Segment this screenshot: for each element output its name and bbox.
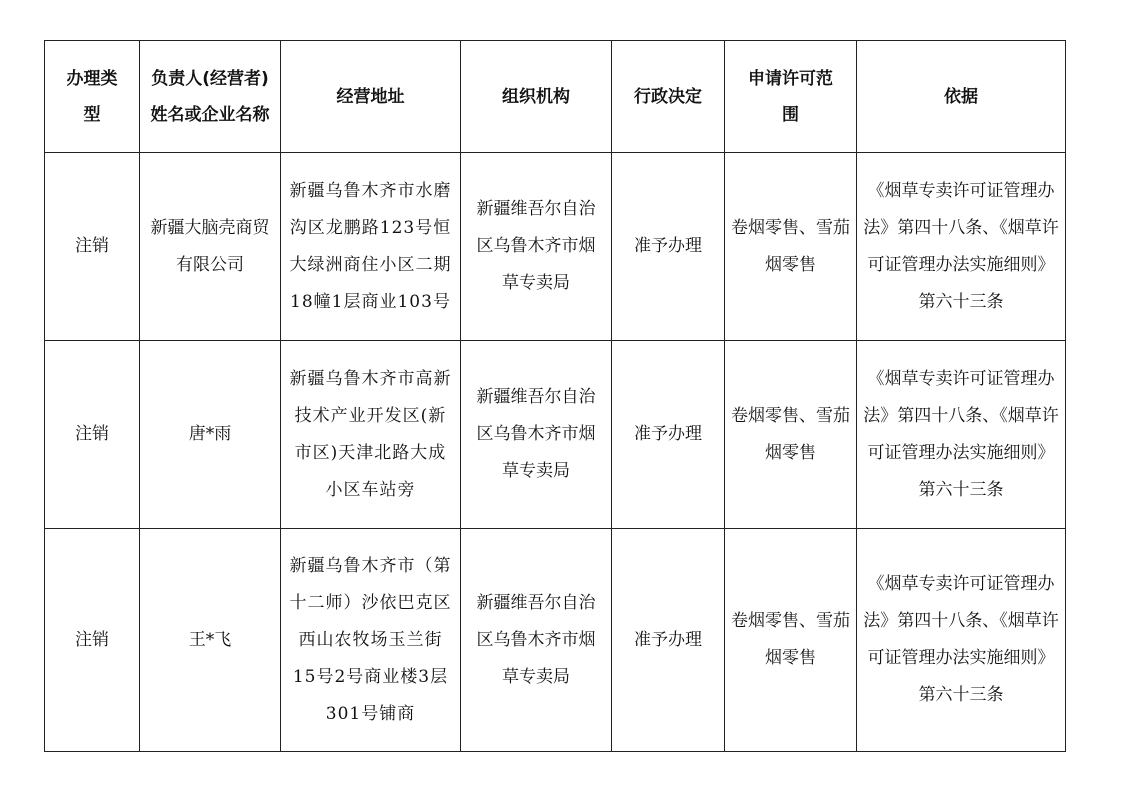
- cell-scope: 卷烟零售、雪茄烟零售: [725, 529, 857, 752]
- header-address: 经营地址: [281, 41, 461, 153]
- cell-scope: 卷烟零售、雪茄烟零售: [725, 341, 857, 529]
- cell-type: 注销: [45, 529, 140, 752]
- cell-name: 唐*雨: [140, 341, 281, 529]
- cell-type: 注销: [45, 153, 140, 341]
- cell-decision: 准予办理: [612, 529, 725, 752]
- table-row: [45, 153, 1066, 341]
- cell-decision: 准予办理: [612, 341, 725, 529]
- cell-address: 新疆乌鲁木齐市水磨沟区龙鹏路123号恒大绿洲商住小区二期18幢1层商业103号: [281, 153, 461, 341]
- header-basis: 依据: [857, 41, 1066, 153]
- cell-name: 王*飞: [140, 529, 281, 752]
- cell-basis: 《烟草专卖许可证管理办法》第四十八条、《烟草许可证管理办法实施细则》第六十三条: [857, 153, 1066, 341]
- cell-scope: 卷烟零售、雪茄烟零售: [725, 153, 857, 341]
- cell-basis: 《烟草专卖许可证管理办法》第四十八条、《烟草许可证管理办法实施细则》第六十三条: [857, 529, 1066, 752]
- header-name: 负责人(经营者)姓名或企业名称: [140, 41, 281, 153]
- table-header-row: [45, 41, 1066, 153]
- cell-address: 新疆乌鲁木齐市（第十二师）沙依巴克区西山农牧场玉兰街15号2号商业楼3层301号铺商: [281, 529, 461, 752]
- cell-decision: 准予办理: [612, 153, 725, 341]
- header-scope: 申请许可范围: [725, 41, 857, 153]
- table-row: [45, 529, 1066, 752]
- license-table: [44, 40, 1066, 752]
- header-type: 办理类型: [45, 41, 140, 153]
- header-decision: 行政决定: [612, 41, 725, 153]
- cell-type: 注销: [45, 341, 140, 529]
- cell-basis: 《烟草专卖许可证管理办法》第四十八条、《烟草许可证管理办法实施细则》第六十三条: [857, 341, 1066, 529]
- cell-org: 新疆维吾尔自治区乌鲁木齐市烟草专卖局: [461, 153, 612, 341]
- cell-org: 新疆维吾尔自治区乌鲁木齐市烟草专卖局: [461, 341, 612, 529]
- cell-address: 新疆乌鲁木齐市高新技术产业开发区(新市区)天津北路大成小区车站旁: [281, 341, 461, 529]
- table-row: [45, 341, 1066, 529]
- cell-name: 新疆大脑壳商贸有限公司: [140, 153, 281, 341]
- header-org: 组织机构: [461, 41, 612, 153]
- cell-org: 新疆维吾尔自治区乌鲁木齐市烟草专卖局: [461, 529, 612, 752]
